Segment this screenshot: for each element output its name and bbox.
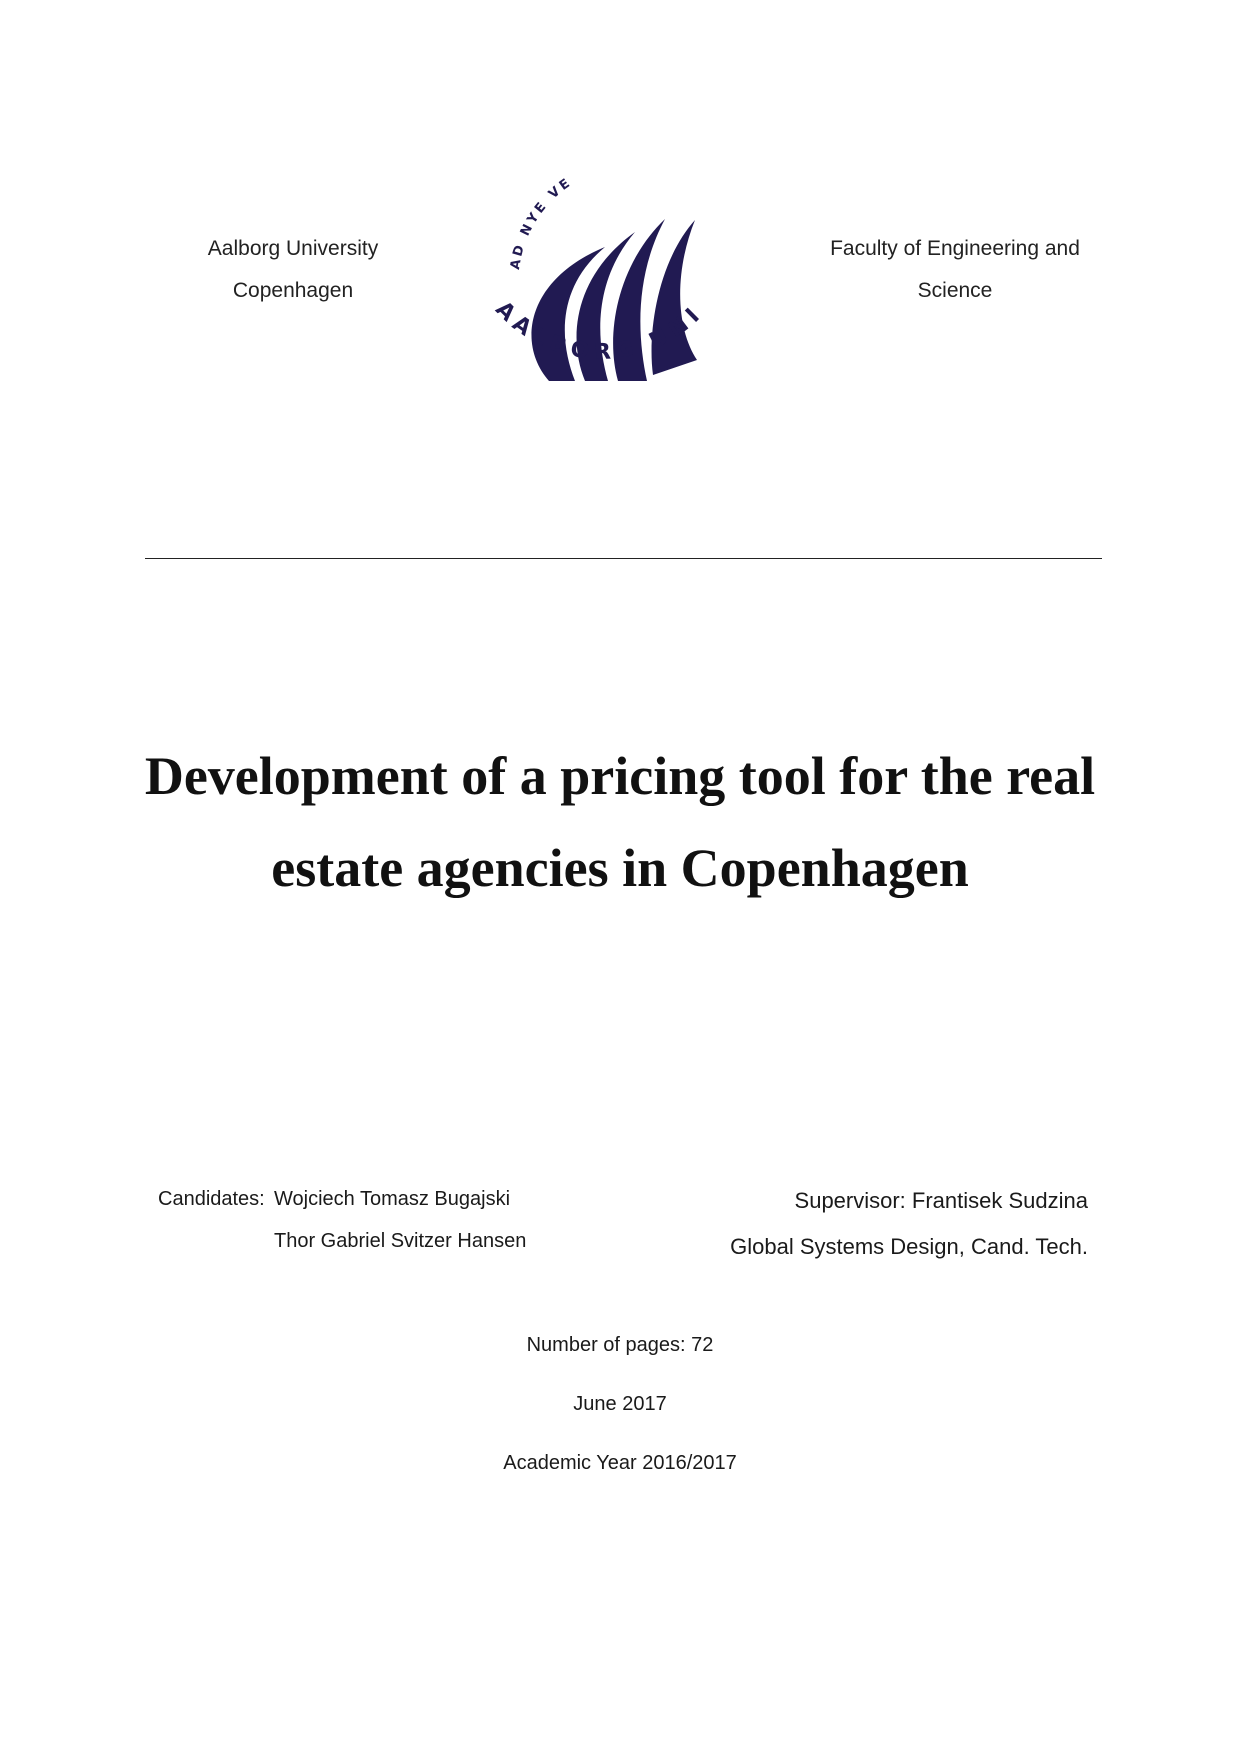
supervisor: Supervisor: Frantisek Sudzina: [794, 1188, 1088, 1213]
institution-left-line-2: Copenhagen: [232, 279, 354, 302]
thesis-title-line-1: Development of a pricing tool for the real: [144, 746, 1096, 806]
submission-date: June 2017: [573, 1393, 667, 1415]
candidates-label: Candidates:: [158, 1188, 265, 1210]
thesis-title-line-2: estate agencies in Copenhagen: [271, 838, 969, 898]
institution-left: [168, 228, 418, 312]
logo-name-text: AALBORG UNI: [490, 296, 709, 366]
university-logo: [475, 175, 775, 445]
page-count: Number of pages: 72: [526, 1334, 714, 1356]
candidate-name-1: Wojciech Tomasz Bugajski: [274, 1188, 511, 1210]
programme: Global Systems Design, Cand. Tech.: [730, 1234, 1088, 1259]
institution-left-line-1: Aalborg University: [207, 237, 379, 260]
institution-right-line-2: Science: [917, 279, 993, 302]
academic-year: Academic Year 2016/2017: [503, 1452, 737, 1474]
horizontal-divider: [145, 558, 1102, 559]
candidate-name-2: Thor Gabriel Svitzer Hansen: [274, 1230, 527, 1252]
aau-logo-icon: [475, 175, 775, 445]
thesis-title: [130, 730, 1110, 914]
institution-right: [810, 228, 1100, 312]
svg-text:AD NYE VEJE: [475, 175, 575, 271]
logo-motto-text: AD NYE VE: [507, 175, 576, 271]
institution-right-line-1: Faculty of Engineering and: [830, 237, 1080, 260]
